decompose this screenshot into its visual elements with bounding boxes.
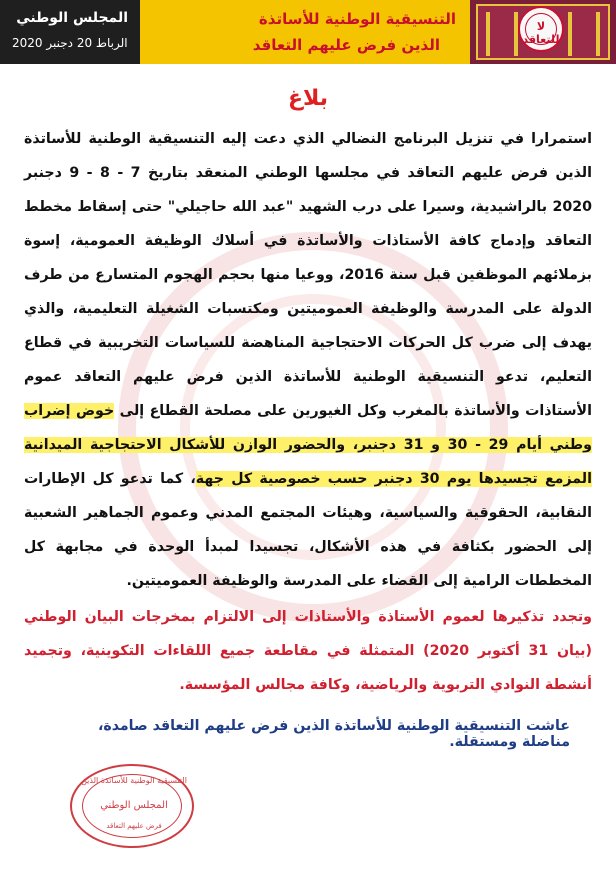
header-banner	[0, 0, 616, 64]
council-label: المجلس الوطني	[16, 10, 128, 26]
stamp-text-center: المجلس الوطني	[100, 800, 168, 811]
header-left-panel	[0, 0, 140, 64]
document-title: بلاغ	[288, 86, 328, 111]
document-body	[24, 122, 592, 702]
org-title-line2: الذين فرض عليهم التعاقد	[252, 36, 440, 54]
paragraph-text: ، كما تدعو كل الإطارات النقابية، الحقوقية والسياسية، وهيئات المجتمع المدني وعموم الجماهير الشعبية إلى الحضور بكثافة في هذه الأشكال، تجسيدا لمبدأ الوحدة في مجابهة كل المخططات الرامية إلى القضاء على المدرسة والوظيفة العموميتين.	[24, 471, 592, 589]
main-paragraph	[24, 122, 592, 598]
logo-text: لا للتعاقد	[522, 20, 560, 46]
reminder-paragraph: وتجدد تذكيرها لعموم الأستاذة والأستاذات إلى الالتزام بمخرجات البيان الوطني (بيان 31 أكتوبر 2020) المتمثلة في مقاطعة جميع اللقاءات التكوينية، وتجميد أنشطة النوادي التربوية والرياضية، وكافة مجالس المؤسسة.	[24, 609, 592, 693]
paragraph-text: استمرارا في تنزيل البرنامج النضالي الذي دعت إليه التنسيقية الوطنية للأساتذة الذين فرض عليهم التعاقد في مجلسها الوطني المنعقد بتاريخ 7 - 8 - 9 دجنبر 2020 بالراشيدية، وسيرا على درب الشهيد "عبد الله حاجيلي" حتى إسقاط مخطط التعاقد وإدماج كافة الأستاذات والأساتذة في أسلاك الوظيفة العمومية، إسوة بزملائهم الموظفين قبل سنة 2016، ووعيا منها بحجم الهجوم المتسارع من طرف الدولة على المدرسة والوظيفة العموميتين ومكتسبات الشغيلة التعليمية، والذي يهدف إلى ضرب كل الحركات الاحتجاجية المناهضة للسياسات التخريبية في قطاع التعليم، تدعو التنسيقية الوطنية للأساتذة الذين فرض عليهم التعاقد عموم الأستاذات والأساتذة بالمغرب وكل الغيورين على مصلحة القطاع إلى	[24, 131, 593, 419]
highlighted-strike-call: خوض إضراب وطني أيام 29 - 30 و 31 دجنبر، والحضور الوازن للأشكال الاحتجاجية الميدانية المزمع تجسيدها يوم 30 دجنبر حسب خصوصية كل جهة	[24, 403, 592, 487]
stamp-text-top: التنسيقية الوطنية للأساتذة الذين	[81, 776, 187, 785]
header-title-panel	[140, 0, 470, 64]
closing-slogan: عاشت التنسيقية الوطنية للأساتذة الذين فرض عليهم التعاقد صامدة، مناضلة ومستقلة.	[97, 718, 570, 750]
organization-logo	[518, 6, 564, 52]
pillar-decoration	[568, 12, 600, 56]
pillar-decoration	[486, 12, 518, 56]
stamp-text-bottom: فرض عليهم التعاقد	[106, 822, 162, 830]
date-label: الرباط 20 دجنبر 2020	[12, 36, 128, 50]
org-title-line1: التنسيقية الوطنية للأساتذة	[258, 10, 456, 28]
header-logo-panel	[470, 0, 616, 64]
official-stamp	[70, 764, 194, 848]
